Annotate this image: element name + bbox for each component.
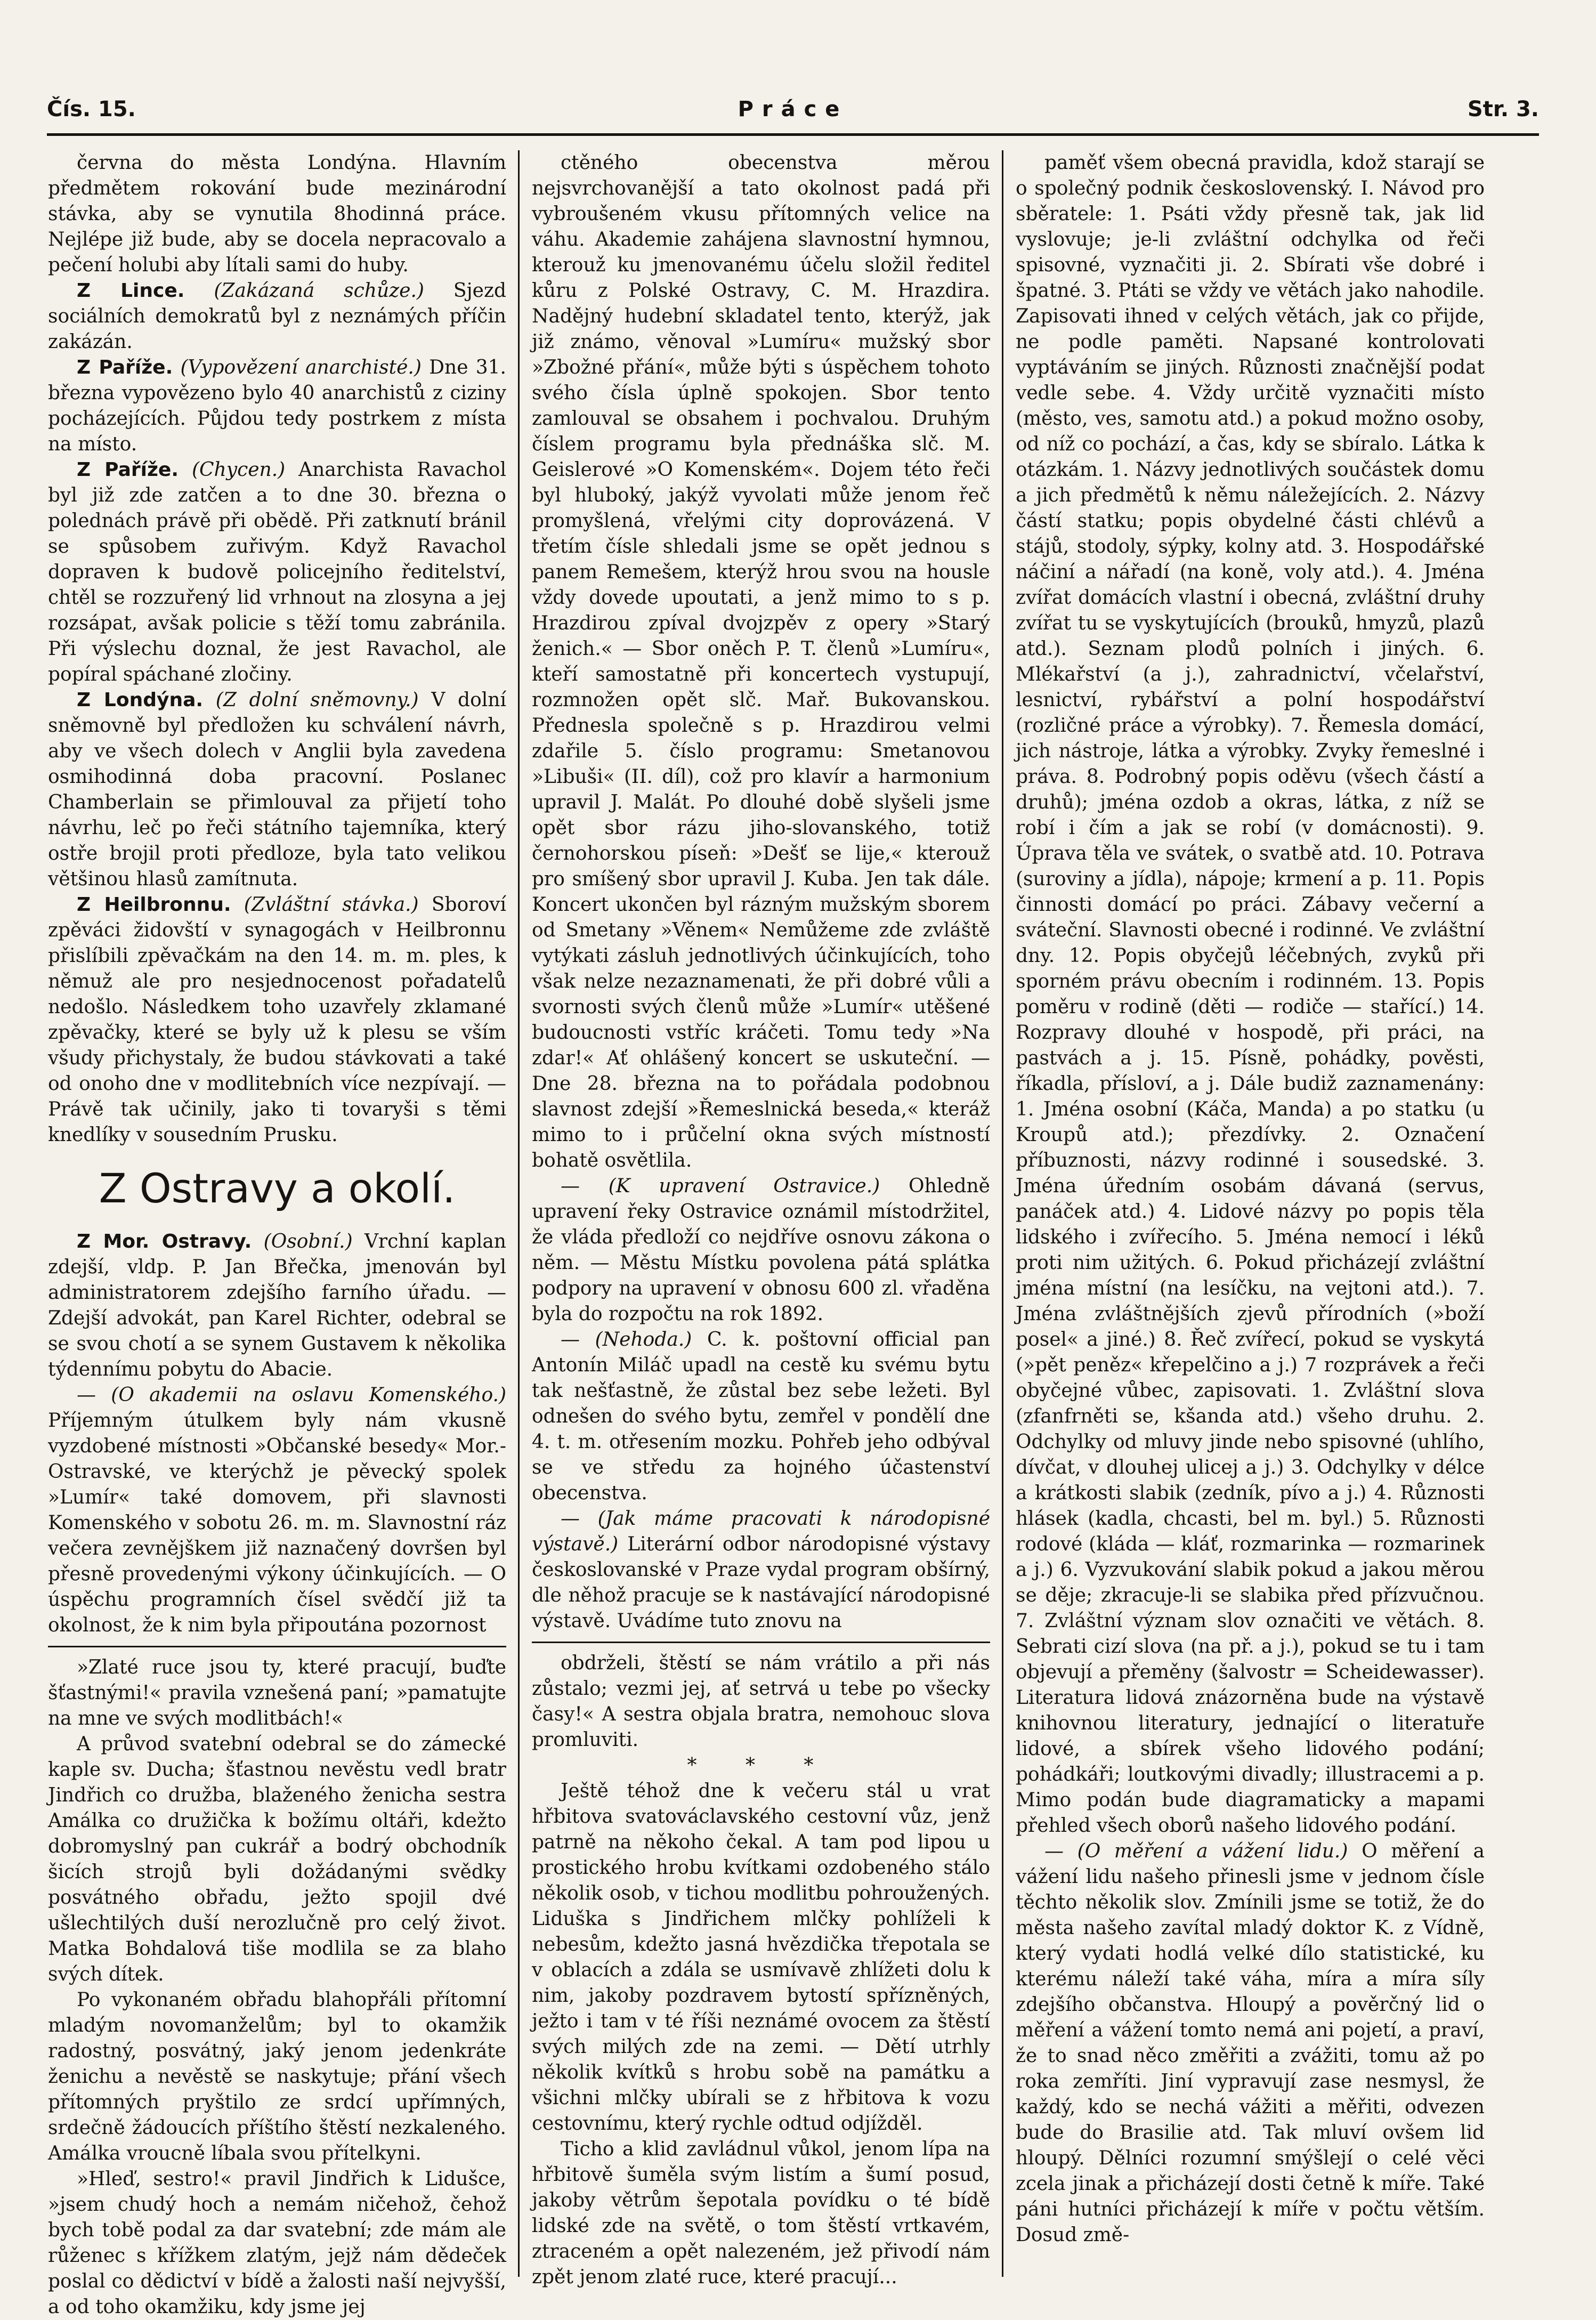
- subheading: (Osobní.): [263, 1231, 353, 1252]
- article-paragraph: [48, 2167, 506, 2320]
- paragraph-text: »Hleď, sestro!« pravil Jindřich k Lidušce, »jsem chudý hoch a nemám ničehož, čehož bych tobě podal za dar svatební; zde mám ale růženec s křížkem zlatým, jejž nám dědeček poslal co dědictví v bídě a žalosti naší nejvyšší, a od toho okamžiku, kdy jsme jej: [48, 2168, 506, 2318]
- article-paragraph: [48, 355, 506, 457]
- subheading: — (Jak máme pracovati k národopisné výstavě.): [532, 1508, 990, 1555]
- article-paragraph: [48, 457, 506, 688]
- paragraph-text: Sboroví zpěváci židovští v synagogách v Heilbronnu přislíbili zpěvačkám na den 14. m. m. ples, k němuž ale pro nesjednocenost pořadatelů nedošlo. Následkem toho uzavřely zklamané zpěvačky, které se byly už k plesu se vším všudy přichystaly, že budou stávkovati a také od onoho dne v modlitebních více nezpívají. — Právě tak učinily, jako ti tovaryši s těmi knedlíky v sousedním Prusku.: [48, 894, 506, 1146]
- article-paragraph: [48, 892, 506, 1148]
- subheading: — (O akademii na oslavu Komenského.): [77, 1384, 506, 1406]
- paragraph-text: O měření a vážení lidu našeho přinesli jsme v jednom čísle těchto několik slov. Zmínili jsme se totiž, že do města našeho zavítal mladý doktor K. z Vídně, který vydati hodlá velké dílo statistické, ku kterému náleží také váha, míra a míra síly zdejšího občanstva. Hloupý a pověrčný lid o měření a vážení tomto nemá ani pojetí, a praví, že to snad něco změřiti a zvážiti, tomu až po roka zemříti. Jiní vypravují zase nesmysl, že každý, kdo se nechá vážiti a měřiti, odvezen bude do Brasilie atd. Tak mluví ovšem lid hloupý. Dělníci rozumní smýšlejí o celé věci zcela jinak a přicházejí dosti četně k míře. Také páni hutníci přicházejí k míře v počtu větším. Dosud změ-: [1016, 1840, 1485, 2246]
- issue-number: Čís. 15.: [47, 97, 136, 122]
- paragraph-text: ctěného obecenstva měrou nejsvrchovanější a tato okolnost padá při vybroušeném vkusu přítomných velice na váhu. Akademie zahájena slavnostní hymnou, kterouž ku jmenovanému účelu složil ředitel kůru z Polské Ostravy, C. M. Hrazdira. Nadějný hudební skladatel tento, kterýž, jak již známo, věnoval »Lumíru« mužský sbor »Zbožné přání«, může býti s úspěchem tohoto svého čísla úplně spokojen. Sbor tento zamlouval se obsahem i pochvalou. Druhým číslem programu byla přednáška slč. M. Geislerové »O Komenském«. Dojem této řeči byl hluboký, jakýž vyvolati může jenom řeč promyšlená, vřelými city doprovázená. V třetím čísle shledali jsme se opět jednou s panem Remešem, kterýž hrou svou na housle vždy dovede upoutati, a jenž mimo to s p. Hrazdirou zpíval dvojzpěv z opery »Starý ženich.« — Sbor oněch P. T. členů »Lumíru«, kteří samostatně při koncertech vystupují, rozmnožen opět slč. Mař. Bukovanskou. Přednesla společně s p. Hrazdirou velmi zdařile 5. číslo programu: Smetanovou »Libuši« (II. díl), což pro klavír a harmonium upravil J. Malát. Po dlouhé době slyšeli jsme opět sbor rázu jiho-slovanského, totiž černohorskou píseň: »Dešť se lije,« kterouž pro smíšený sbor upravil J. Kuba. Jen tak dále. Koncert ukončen byl rázným mužským sborem od Smetany »Věnem« Nemůžeme zde zvláště vytýkati zásluh jednotlivých účinkujících, toho však nelze nezaznamenati, že při dobré vůli a svornosti svých členů může »Lumír« utěšené budoucnosti vstříc kráčeti. Tomu tedy »Na zdar!« Ať ohlášený koncert se uskuteční. — Dne 28. března na to pořádala podobnou slavnost zdejší »Řemeslnická beseda,« kteráž mimo to i průčelní okna svých místností bohatě osvětlila.: [532, 152, 990, 1171]
- dateline: Z Lince.: [77, 280, 185, 302]
- subheading: — (K upravení Ostravice.): [561, 1175, 880, 1197]
- article-paragraph: [48, 1732, 506, 1987]
- subheading: (Vypovězení anarchisté.): [180, 357, 422, 378]
- article-paragraph: [48, 1987, 506, 2167]
- paragraph-text: obdrželi, štěstí se nám vrátilo a při nás zůstalo; vezmi jej, ať setrvá u tebe po všecky časy!« A sestra objala bratra, nemohouc slova promluviti.: [532, 1652, 990, 1751]
- paragraph-text: Vrchní kaplan zdejší, vldp. P. Jan Břečka, jmenován byl administratorem zdejšího farního úřadu. — Zdejší advokát, pan Karel Richter, odebral se se svou chotí a se synem Gustavem k několika týdennímu pobytu do Abacie.: [48, 1231, 506, 1380]
- column-divider-2: [1002, 150, 1003, 2277]
- article-paragraph: [48, 688, 506, 892]
- section-heading: Z Ostravy a okolí.: [99, 1165, 456, 1212]
- paragraph-text: V dolní sněmovně byl předložen ku schválení návrh, aby ve všech dolech v Anglii byla zavedena osmihodinná doba pracovní. Poslanec Chamberlain se přimlouval za přijetí toho návrhu, leč po řeči státního tajemníka, který ostře brojil proti předloze, byla tato velikou většinou hlasů zamítnuta.: [48, 689, 506, 890]
- paragraph-text: Literární odbor národopisné výstavy českoslovanské v Praze vydal program obšírný, dle něhož pracuje se k nastávající národopisné výstavě. Uvádíme tuto znovu na: [532, 1533, 990, 1632]
- paragraph-text: Anarchista Ravachol byl již zde zatčen a to dne 30. března o polednách právě při obědě. Při zatknutí bránil se spůsobem zuřivým. Když Ravachol dopraven k budově policejního ředitelství, chtěl se rozzuřený lid vrhnout na zlosyna a jej rozsápat, avšak policie s těží tomu zabránila. Při výslechu doznal, že jest Ravachol, ale popíral spáchané zločiny.: [48, 459, 506, 685]
- paragraph-text: A průvod svatební odebral se do zámecké kaple sv. Ducha; šťastnou nevěstu vedl bratr Jindřich co družba, blaženého ženicha sestra Amálka co družička k božímu oltáři, kdežto dobromyslný pan cukrář a bodrý obchodník šicích strojů byli dožádanými svědky posvátného obřadu, ježto spojil dvé ušlechtilých duší nerozlučně pro celý život. Matka Bohdalová tiše modlila se za blaho svých dítek.: [48, 1733, 506, 1985]
- paragraph-text: C. k. poštovní official pan Antonín Miláč upadl na cestě ku svému bytu tak nešťastně, že zůstal bez sebe ležeti. Byl odnešen do svého bytu, zemřel v pondělí dne 4. t. m. otřesením mozku. Pohřeb jeho odbýval se ve středu za hojného účastenství obecenstva.: [532, 1329, 990, 1504]
- paragraph-text: Příjemným útulkem byly nám vkusně vyzdobené místnosti »Občanské besedy« Mor.-Ostravské, ve kterýchž je pěvecký spolek »Lumír« také domovem, při slavnosti Komenského v sobotu 26. m. m. Slavnostní ráz večera zevnějškem již naznačený dovršen byl přesně provedenými výkony účinkujících. — O úspěchu programních čísel svědčí již ta okolnost, že k nim byla připoutána pozornost: [48, 1410, 506, 1636]
- subheading: (Z dolní sněmovny.): [215, 689, 419, 711]
- paragraph-text: Ticho a klid zavládnul vůkol, jenom lípa na hřbitově šuměla svým listím a šumí posud, jakoby větrům šepotala povídku o té bídě lidské zde na světě, o tom štěstí vrtkavém, ztraceném a opět nalezeném, jež přivodí nám zpět jenom zlaté ruce, které pracují...: [532, 2138, 990, 2288]
- article-paragraph: [48, 1655, 506, 1732]
- story-divider: [48, 1646, 506, 1647]
- article-paragraph: [1016, 150, 1485, 1839]
- article-paragraph: [48, 278, 506, 355]
- dateline: Z Heilbronnu.: [77, 894, 231, 916]
- article-paragraph: [532, 150, 990, 1174]
- dateline: Z Londýna.: [77, 689, 204, 711]
- paragraph-text: června do města Londýna. Hlavním předmětem rokování bude mezinárodní stávka, aby se vynutila 8hodinná práce. Nejlépe již bude, aby se docela nepracovalo a pečení holubi aby lítali sami do huby.: [48, 152, 506, 276]
- article-paragraph: [48, 1229, 506, 1383]
- article-paragraph: [532, 1651, 990, 1753]
- paragraph-text: Dne 31. března vypovězeno bylo 40 anarchistů z ciziny pocházejících. Půjdou tedy postrkem z místa na místo.: [48, 357, 506, 455]
- paragraph-text: »Zlaté ruce jsou ty, které pracují, buďte šťastnými!« pravila vznešená paní; »pamatujte na mne ve svých modlitbách!«: [48, 1656, 506, 1729]
- subheading: — (Nehoda.): [561, 1329, 692, 1351]
- article-paragraph: [532, 1174, 990, 1327]
- subheading: — (O měření a vážení lidu.): [1044, 1840, 1348, 1862]
- article-paragraph: [532, 2137, 990, 2290]
- paragraph-text: Po vykonaném obřadu blahopřáli přítomní mladým novomanželům; byl to okamžik radostný, posvátný, jaký jenom jedenkráte ženichu a nevěstě se naskytuje; přání všech přítomných pryštilo ze srdcí upřímných, srdečně žádoucích příštího štěstí nezkaleného. Amálka vroucně líbala svou přítelkyni.: [48, 1989, 506, 2164]
- section-separator: * * *: [687, 1755, 835, 1776]
- article-paragraph: [532, 1327, 990, 1506]
- paragraph-text: paměť všem obecná pravidla, kdož starají se o společný podnik československý. I. Návod pro sběratele: 1. Psáti vždy přesně tak, jak lid vyslovuje; je-li zvláštní odchylka od řeči spisovné, vyznačiti ji. 2. Sbírati vše dobré i špatné. 3. Ptáti se vždy ve větách jako nahodile. Zapisovati ihned v celých větách, jak co přijde, ne podle paměti. Napsané kontrolovati vyptáváním se jiných. Různosti značnější podat vedle sebe. 4. Vždy určitě vyznačiti místo (město, ves, samotu atd.) a pokud možno osoby, od níž co pochází, a čas, kdy se sbíralo. Látka k otázkám. 1. Názvy jednotlivých součástek domu a jich předmětů k němu náležejících. 2. Názvy částí statku; popis obydelné části chlévů a stájů, stodoly, sýpky, kolny atd. 3. Hospodářské náčiní a nářadí (na koně, voly atd.). 4. Jména zvířat domácích vlastní i obecná, zvláštní druhy zvířat tu se vyskytujících (brouků, hmyzů, plazů atd.). Seznam plodů polních i jiných. 6. Mlékařství (a j.), zahradnictví, včelařství, lesnictví, rybářství a polní hospodářství (rozličné práce a výrobky). 7. Řemesla domácí, jich nástroje, látka a výrobky. Zvyky řemeslné i práva. 8. Podrobný popis oděvu (všech částí a druhů); jména ozdob a okras, látka, z níž se robí i čím a jak se robí (v domácnosti). 9. Úprava těla ve svátek, o svatbě atd. 10. Potrava (suroviny a jídla), nápoje; krmení a p. 11. Popis činnosti domácí po práci. Zábavy večerní a sváteční. Slavnosti obecné i rodinné. Ve zvláštní dny. 12. Popis obyčejů léčebných, zvyků při sporném právu obecním i rodinném. 13. Popis poměru v rodině (děti — rodiče — stařící.) 14. Rozpravy dlouhé v hospodě, při práci, na pastvách a j. 15. Písně, pohádky, pověsti, říkadla, přísloví, a j. Dále budiž zaznamenány: 1. Jména osobní (Káča, Manda) a po statku (u Kroupů atd.); přezdívky. 2. Označení příbuznosti, názvy rodinné i sousedské. 3. Jména úředním osobám dávaná (servus, panáček atd.) 4. Lidové názvy po popis těla lidského i zvířecího. 5. Jména nemocí i léků proti nim užitých. 6. Pokud přicházejí zvláštní jména místní (na lesíčku, na vejtoni atd.). 7. Jména zvláštnějších zjevů přírodních (»boží posel« a jiné.) 8. Řeč zvířecí, pokud se vyskytá (»pět peněz« křepelčino a j.) 7 rozprávek a řeči obyčejné vůbec, zapisovati. 1. Zvláštní slova (zfanfrněti se, kšanda atd.) všeho druhu. 2. Odchylky od mluvy jinde nebo spisovné (uhlího, dívčat, v dlouhej ulicej a j.) 3. Odchylky v délce a krátkosti slabik (zedník, pívo a j.) 4. Různosti hlásek (kadla, chcasti, bel m. byl.) 5. Různosti rodové (kláda — kláť, rozmarinka — rozmarinek a j.) 6. Vyzvukování slabik pokud a jakou měrou se děje; zkracuje-li se slabika před přízvučnou. 7. Zvláštní význam slov označiti ve větách. 8. Sebrati cizí slova (na př. a j.), pokud se tu i tam objevují a přeměny (šalvostr = Scheidewasser). Literatura lidová znázorněna bude na výstavě knihovnou literatury, jednající o literatuře lidové, a sbírek všeho lidového podání; pohádkáři; loutkovými divadly; illustracemi a p. Mimo podán bude diagramaticky a mapami přehled všech oborů našeho lidového podání.: [1016, 152, 1485, 1837]
- article-paragraph: [48, 150, 506, 278]
- dateline: Z Paříže.: [77, 357, 173, 378]
- column-divider-1: [518, 150, 520, 2277]
- article-paragraph: [48, 1383, 506, 1638]
- story-divider: [532, 1642, 990, 1643]
- column-2: [532, 150, 990, 2288]
- page-header: [47, 97, 1539, 131]
- page-number: Str. 3.: [1467, 97, 1539, 122]
- column-3: [1016, 150, 1485, 2277]
- article-paragraph: [532, 1779, 990, 2137]
- subheading: (Chycen.): [191, 459, 286, 481]
- column-1: [48, 150, 506, 2318]
- paragraph-text: Sjezd sociálních demokratů byl z neznámých příčin zakázán.: [48, 280, 506, 353]
- header-rule: [47, 133, 1539, 136]
- article-paragraph: [1016, 1839, 1485, 2248]
- dateline: Z Mor. Ostravy.: [77, 1231, 252, 1252]
- dateline: Z Paříže.: [77, 459, 179, 481]
- paragraph-text: Ohledně upravení řeky Ostravice oznámil místodržitel, že vláda předloží co nejdříve osnovu zákona o něm. — Městu Místku povolena pátá splátka podpory na upravení v obnosu 600 zl. vřaděna byla do rozpočtu na rok 1892.: [532, 1175, 990, 1325]
- newspaper-title: Práce: [738, 97, 848, 122]
- subheading: (Zvláštní stávka.): [244, 894, 419, 916]
- subheading: (Zakázaná schůze.): [214, 280, 424, 302]
- article-paragraph: [532, 1506, 990, 1634]
- paragraph-text: Ještě téhož dne k večeru stál u vrat hřbitova svatováclavského cestovní vůz, jenž patrně na někoho čekal. A tam pod lipou u prostického hrobu kvítkami ozdobeného stálo několik osob, v tichou modlitbu pohroužených. Liduška s Jindřichem mlčky pohlíželi k nebesům, kdežto jasná hvězdička třepotala se v oblacích a zdála se usmívavě zhlížeti dolu k nim, jakoby pozdravem bytostí spřízněných, ježto i tam v té říši neznámé ovocem za štěstí svých milých zde na zemi. — Dětí utrhly několik kvítků s hrobu sobě na památku a všichni mlčky ubírali se z hřbitova k vozu cestovnímu, který rychle odtud odjížděl.: [532, 1780, 990, 2135]
